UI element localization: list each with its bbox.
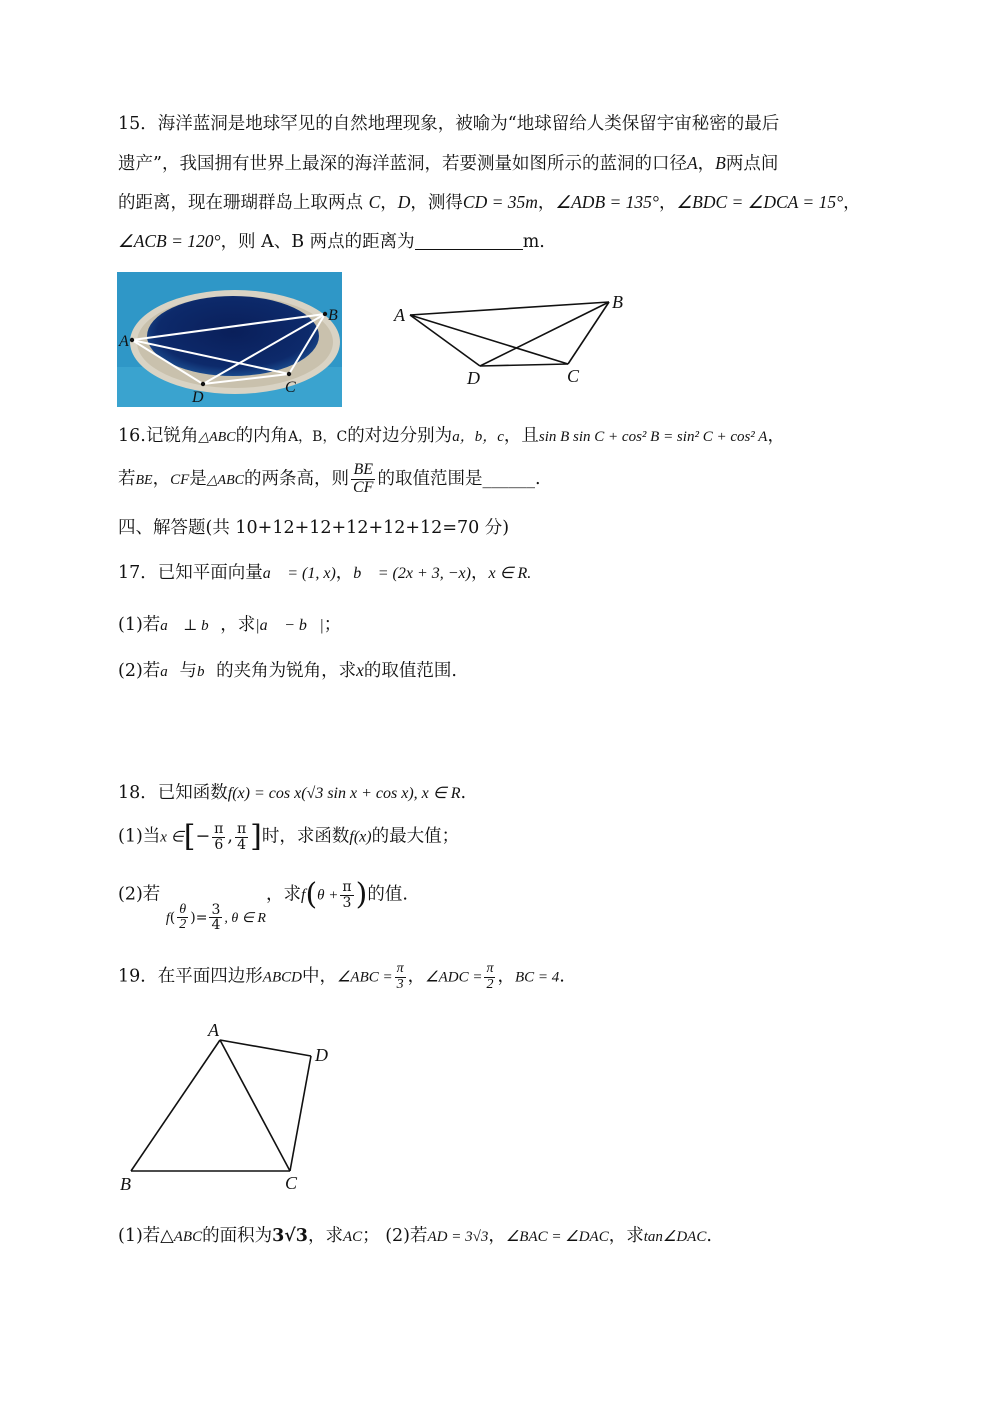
photo-label-D: D bbox=[192, 389, 204, 406]
line-AC bbox=[410, 315, 568, 364]
left-paren: ( bbox=[305, 877, 318, 913]
fraction-be-cf: $\frac{BE}{CF}$ bbox=[353, 461, 374, 496]
q17-part1: (1)若a⃗ ⊥ b⃗，求|a⃗ − b⃗|； bbox=[118, 615, 342, 635]
fraction-adc: $\frac{\pi}{2}$ bbox=[486, 961, 494, 992]
point-B bbox=[323, 312, 327, 316]
fraction-3-4: $\frac{3}{4}$ bbox=[211, 901, 221, 934]
fraction-pi-3: $\frac{\pi}{3}$ bbox=[342, 879, 352, 911]
q19-label-C: C bbox=[285, 1173, 298, 1193]
q18-stem: 18．已知函数f(x) = cos x(√3 sin x + cos x), x ∈ R. bbox=[118, 783, 467, 803]
q19-diagram bbox=[112, 1018, 352, 1198]
point-C bbox=[287, 372, 291, 376]
q15-diagram bbox=[388, 288, 638, 393]
q16-line2: 若BE，CF是△ABC的两条高，则 $\frac{BE}{CF}$ 的取值范围是______. bbox=[118, 461, 541, 496]
line-AB bbox=[410, 302, 609, 315]
fraction-pi-4: $\frac{\pi}{4}$ bbox=[236, 821, 247, 853]
q16-line1: 16.记锐角△ABC的内角A，B，C的对边分别为a，b，c，且sin B sin C + cos² B = sin² C + cos² A， bbox=[118, 426, 785, 446]
fraction-abc: $\frac{\pi}{3}$ bbox=[396, 961, 404, 992]
section-heading: 四、解答题(共 10+12+12+12+12+12=70 分) bbox=[118, 518, 510, 538]
answer-blank bbox=[415, 232, 523, 251]
q19-label-A: A bbox=[208, 1020, 219, 1040]
line-DC bbox=[290, 1056, 311, 1171]
left-bracket: [ bbox=[183, 819, 196, 855]
q18-part1: (1)当x ∈[− $\frac{\pi}{6}$ , $\frac{\pi}{4}$ ]时，求函数f(x)的最大值； bbox=[118, 819, 460, 855]
q19-label-B: B bbox=[120, 1174, 131, 1194]
q19-label-D: D bbox=[315, 1045, 328, 1065]
photo-label-B: B bbox=[328, 307, 338, 324]
point-A bbox=[130, 338, 134, 342]
line-AD bbox=[410, 315, 480, 366]
line-AD bbox=[220, 1040, 311, 1056]
fraction-pi-6: $\frac{\pi}{6}$ bbox=[214, 821, 224, 853]
q19-parts: (1)若△ABC的面积为3√3，求AC； (2)若AD = 3√3，∠BAC = ∠DAC，求tan∠DAC. bbox=[118, 1226, 712, 1246]
q17-part2: (2)若a⃗与b⃗的夹角为锐角，求x的取值范围. bbox=[118, 660, 457, 681]
q15-line3: 的距离，现在珊瑚群岛上取两点 C，D，测得CD = 35m，∠ADB = 135°，∠BDC = ∠DCA = 15°， bbox=[118, 192, 861, 213]
fraction-theta-2: $\frac{\theta}{2}$ bbox=[179, 901, 187, 933]
right-paren: ) bbox=[355, 877, 368, 913]
blue-hole bbox=[147, 296, 319, 376]
point-D bbox=[201, 382, 205, 386]
line-AC bbox=[220, 1040, 290, 1171]
right-bracket: ] bbox=[250, 819, 262, 855]
line-BA bbox=[131, 1040, 220, 1171]
diagram-label-A: A bbox=[394, 305, 405, 325]
q15-line2: 遗产”，我国拥有世界上最深的海洋蓝洞，若要测量如图所示的蓝洞的口径A，B两点间 bbox=[118, 153, 779, 174]
q17-stem: 17．已知平面向量a⃗ = (1, x)，b⃗ = (2x + 3, −x)，x ∈ R. bbox=[118, 563, 532, 583]
q15-line4: ∠ACB = 120°，则 A、B 两点的距离为 m. bbox=[118, 231, 545, 252]
line-DC bbox=[480, 364, 568, 366]
diagram-label-C: C bbox=[567, 366, 580, 386]
diagram-label-B: B bbox=[612, 292, 623, 312]
blue-hole-photo bbox=[117, 272, 342, 407]
photo-label-C: C bbox=[285, 379, 296, 396]
condition-expression: f( $\frac{\theta}{2}$ )= $\frac{3}{4}$ , θ ∈ R bbox=[165, 901, 266, 934]
q15-line1: 15．海洋蓝洞是地球罕见的自然地理现象，被喻为“地球留给人类保留宇宙秘密的最后 bbox=[118, 114, 780, 134]
photo-label-A: A bbox=[119, 333, 129, 350]
q18-part2: (2)若 f( $\frac{\theta}{2}$ )= $\frac{3}{4}$ , θ ∈ R，求f(θ + $\frac{\pi}{3}$ )的值. bbox=[118, 877, 408, 934]
diagram-label-D: D bbox=[467, 368, 480, 388]
q19-stem: 19．在平面四边形ABCD中，∠ABC = $\frac{\pi}{3}$ ，∠ADC = $\frac{\pi}{2}$ ，BC = 4. bbox=[118, 961, 565, 992]
